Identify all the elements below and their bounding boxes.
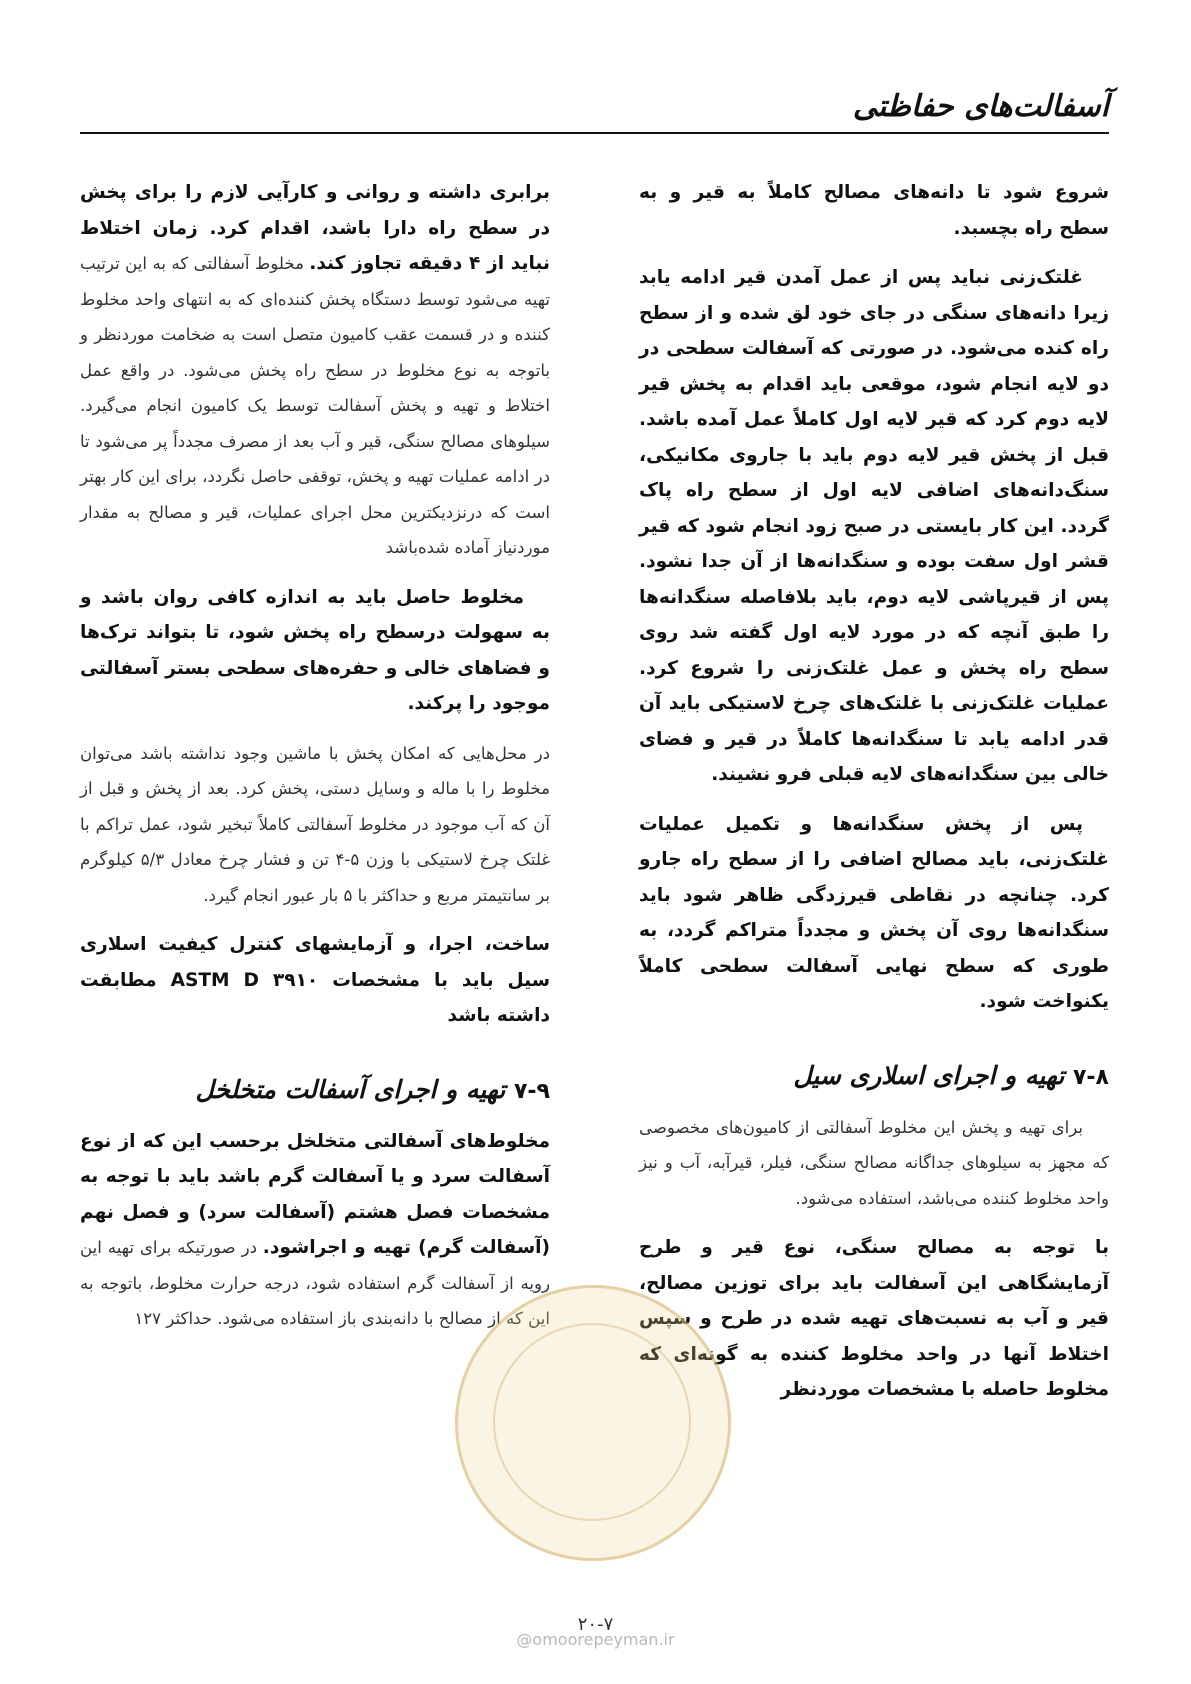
page-header (80, 78, 1109, 134)
paragraph: در محل‌هایی که امکان پخش با ماشین وجود نداشته باشد می‌توان مخلوط را با ماله و وسایل دستی، پخش کرد. بعد از پخش و قبل از آن که آب موجود در مخلوط آسفالتی کاملاً تبخیر شود، عمل تراکم با غلتک چرخ لاستیکی با وزن ۵-۴ تن و فشار چرخ معادل ۵/۳ کیلوگرم بر سانتیمتر مربع و حداکثر با ۵ بار عبور انجام گیرد. (80, 743, 550, 905)
section-title: تهیه و اجرای اسلاری سیل (793, 1060, 1065, 1090)
paragraph (80, 175, 550, 566)
left-column (80, 175, 550, 1351)
running-title: آسفالت‌های حفاظتی (852, 89, 1109, 124)
paragraph-bold: برابری داشته و روانی و کارآیی لازم را برای پخش در سطح راه دارا باشد، اقدام کرد. زمان اختلاط نباید از ۴ دقیقه تجاوز کند. (80, 182, 551, 274)
right-column (639, 175, 1109, 1422)
section-heading-8 (639, 1056, 1109, 1098)
paragraph: با توجه به مصالح سنگی، نوع قیر و طرح آزمایشگاهی این آسفالت باید برای توزین مصالح، قیر و آب به نسبت‌های تهیه شده در طرح و سپس اختلاط آنها در واحد مخلوط کننده به گونه‌ای که مخلوط حاصله با مشخصات موردنظر (639, 1237, 1109, 1400)
paragraph: مخلوط حاصل باید به اندازه کافی روان باشد و به سهولت درسطح راه پخش شود، تا بتواند ترک‌ها و فضاهای خالی و حفره‌های سطحی بستر آسفالتی موجود را پرکند. (80, 586, 550, 714)
section-number: ۷-۹ (514, 1078, 550, 1104)
paragraph-bold: مخلوط‌های آسفالتی متخلخل برحسب این که از نوع آسفالت سرد و یا آسفالت گرم باشد باید با توجه به مشخصات فصل هشتم (آسفالت سرد) و فصل نهم (آسفالت گرم) تهیه و اجراشود. (80, 1130, 550, 1258)
paragraph-light: در صورتیکه برای تهیه این رویه از آسفالت گرم استفاده شود، درجه حرارت مخلوط، باتوجه به این که از مصالح با دانه‌بندی باز استفاده می‌شود. حداکثر ۱۲۷ (80, 1238, 550, 1328)
paragraph-light: مخلوط آسفالتی که به این ترتیب تهیه می‌شود توسط دستگاه پخش کننده‌ای که به انتهای واحد مخلوط کننده و در قسمت عقب کامیون متصل است به ضخامت موردنظر و باتوجه به نوع مخلوط در سطح راه پخش می‌شود. در واقع عمل اختلاط و تهیه و پخش آسفالت توسط یک کامیون انجام می‌گیرد. سیلوهای مصالح سنگی، قیر و آب بعد از مصرف مجدداً پر می‌شود تا در ادامه عملیات تهیه و پخش، توقفی حاصل نگردد، برای این کار بهتر است که درنزدیکترین محل اجرای عملیات، قیر و مصالح به مقدار موردنیاز آماده شده‌باشد (80, 254, 550, 557)
paragraph: ساخت، اجرا، و آزمایشهای کنترل کیفیت اسلاری سیل باید با مشخصات ASTM D ۳۹۱۰ مطابقت داشته باشد (80, 934, 550, 1026)
paragraph: شروع شود تا دانه‌های مصالح کاملاً به قیر و به سطح راه بچسبد. (639, 182, 1109, 239)
paragraph (80, 1124, 550, 1337)
section-title: تهیه و اجرای آسفالت متخلخل (195, 1074, 506, 1104)
section-heading-9 (80, 1070, 550, 1112)
paragraph: غلتک‌زنی نباید پس از عمل آمدن قیر ادامه یابد زیرا دانه‌های سنگی در جای خود لق شده و از سطح راه کنده می‌شود. در صورتی که آسفالت سطحی در دو لایه انجام شود، موقعی باید اقدام به پخش قیر لایه دوم کرد که قیر لایه اول کاملاً عمل آمده باشد. قبل از پخش قیر لایه دوم باید با جاروی مکانیکی، سنگ‌دانه‌های اضافی لایه اول از سطح راه پاک گردد. این کار بایستی در صبح زود انجام شود که قیر قشر اول سفت بوده و سنگدانه‌ها از آن جدا نشود. پس از قیرپاشی لایه دوم، باید بلافاصله سنگدانه‌ها را طبق آنچه که در مورد لایه اول گفته شد روی سطح راه پخش و عمل غلتک‌زنی را شروع کرد. عملیات غلتک‌زنی با غلتک‌های چرخ لاستیکی باید آن قدر ادامه یابد تا سنگدانه‌ها کاملاً در قیر و فضای خالی بین سنگدانه‌های لایه قبلی فرو نشیند. (639, 267, 1109, 785)
section-number: ۷-۸ (1073, 1064, 1109, 1090)
watermark-seal (455, 1285, 731, 1561)
watermark-url: @omoorepeyman.ir (516, 1630, 675, 1649)
paragraph: پس از پخش سنگدانه‌ها و تکمیل عملیات غلتک‌زنی، باید مصالح اضافی را از سطح راه جارو کرد. چنانچه در نقاطی قیرزدگی ظاهر شود باید سنگدانه‌ها روی آن پخش و مجدداً متراکم گردد، به طوری که سطح نهایی آسفالت سطحی کاملاً یکنواخت شود. (639, 813, 1109, 1012)
page-number: ۲۰-۷ (577, 1614, 614, 1635)
paragraph: برای تهیه و پخش این مخلوط آسفالتی از کامیون‌های مخصوصی که مجهز به سیلوهای جداگانه مصالح سنگی، فیلر، قیرآبه، آب و نیز واحد مخلوط کننده می‌باشد، استفاده می‌شود. (639, 1117, 1109, 1208)
